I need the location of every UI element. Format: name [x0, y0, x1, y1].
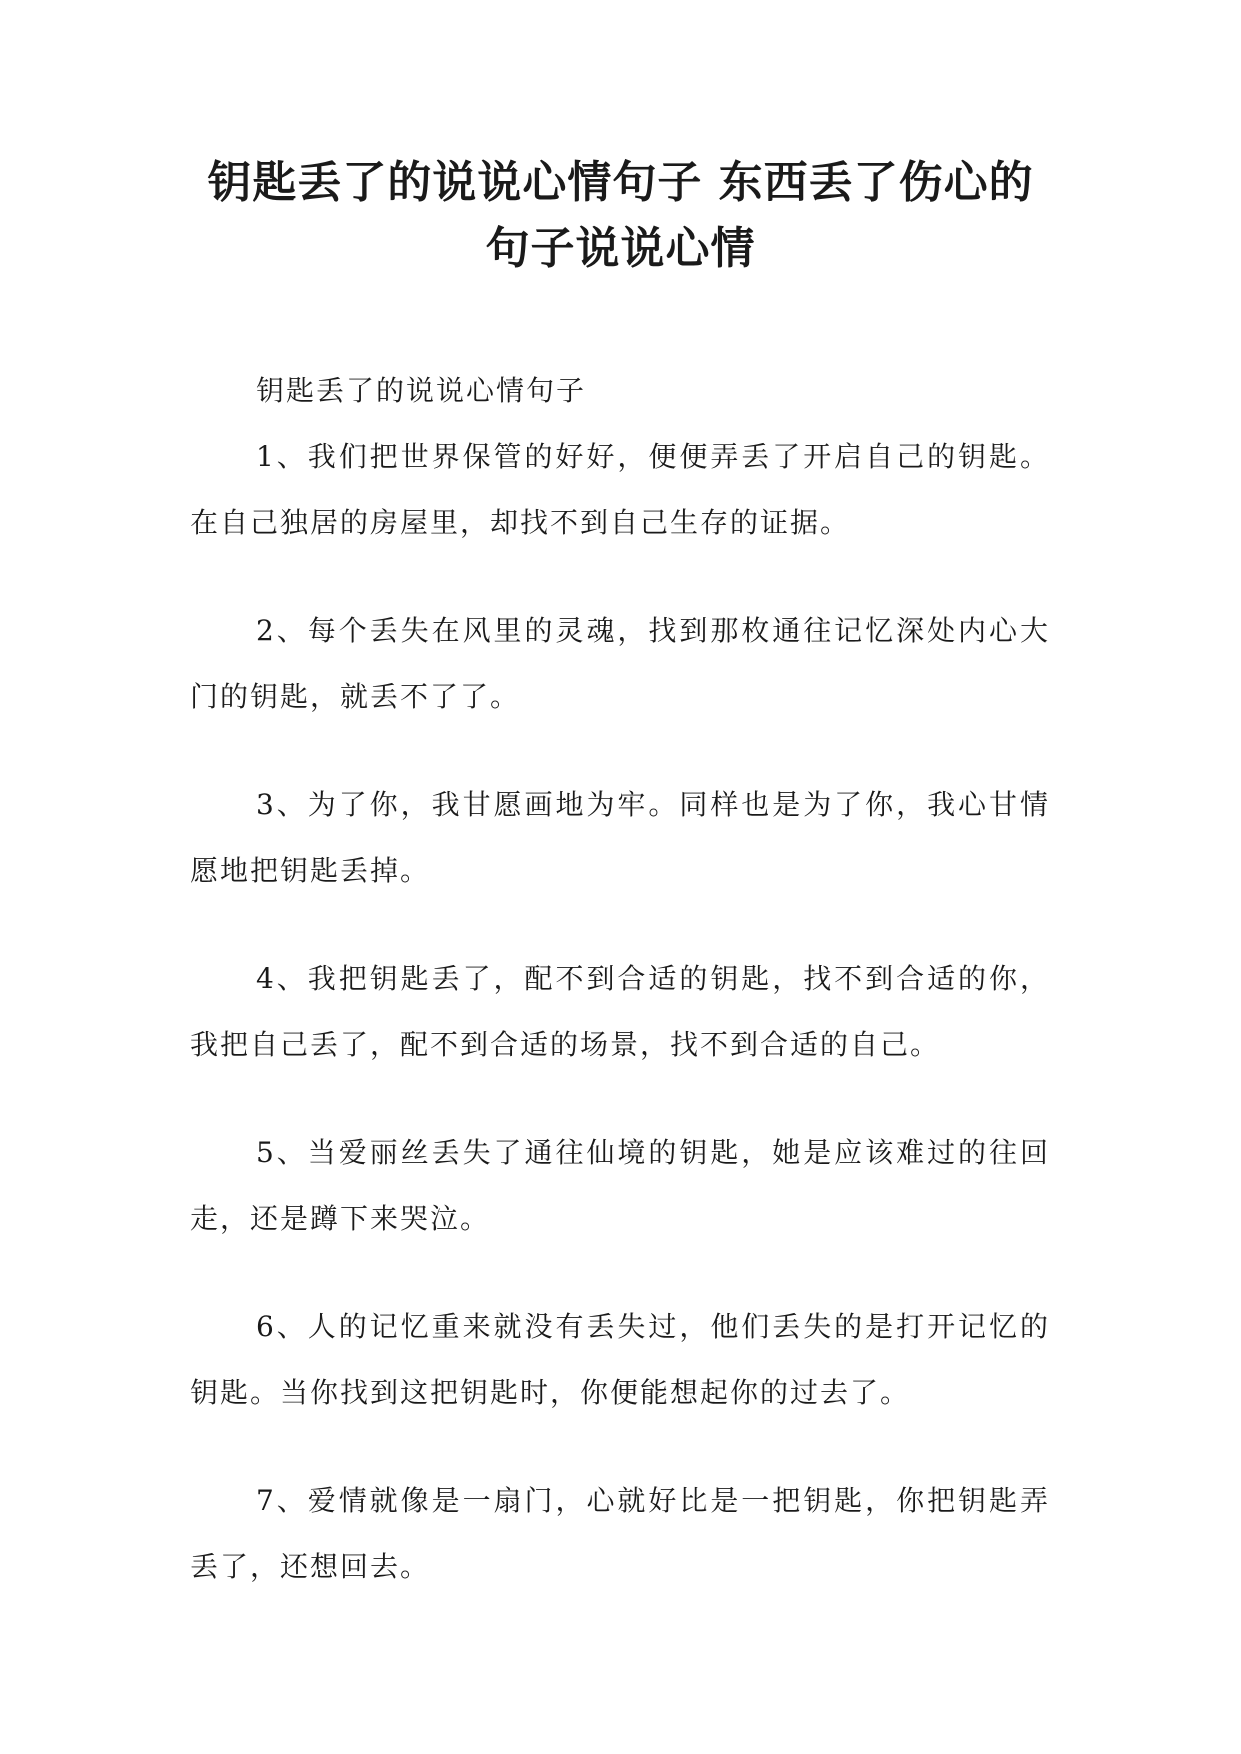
section-subheading: 钥匙丢了的说说心情句子	[256, 374, 587, 407]
title-line-1: 钥匙丢了的说说心情句子 东西丢了伤心的	[207, 157, 1034, 208]
paragraph-1: 1、我们把世界保管的好好，便便弄丢了开启自己的钥匙。在自己独居的房屋里，却找不到自己生存的证据。	[190, 440, 1050, 539]
title-line-2: 句子说说心情	[485, 223, 756, 274]
paragraph-2: 2、每个丢失在风里的灵魂，找到那枚通往记忆深处内心大门的钥匙，就丢不了了。	[190, 614, 1050, 713]
paragraph-6: 6、人的记忆重来就没有丢失过，他们丢失的是打开记忆的钥匙。当你找到这把钥匙时，你便能想起你的过去了。	[190, 1310, 1050, 1409]
document-body	[190, 358, 1050, 1642]
document-title	[150, 150, 1091, 282]
paragraph-5: 5、当爱丽丝丢失了通往仙境的钥匙，她是应该难过的往回走，还是蹲下来哭泣。	[190, 1136, 1050, 1235]
paragraph-3: 3、为了你，我甘愿画地为牢。同样也是为了你，我心甘情愿地把钥匙丢掉。	[190, 788, 1050, 887]
paragraph-7: 7、爱情就像是一扇门，心就好比是一把钥匙，你把钥匙弄丢了，还想回去。	[190, 1484, 1050, 1583]
paragraph-4: 4、我把钥匙丢了，配不到合适的钥匙，找不到合适的你，我把自己丢了，配不到合适的场景，找不到合适的自己。	[190, 962, 1050, 1061]
